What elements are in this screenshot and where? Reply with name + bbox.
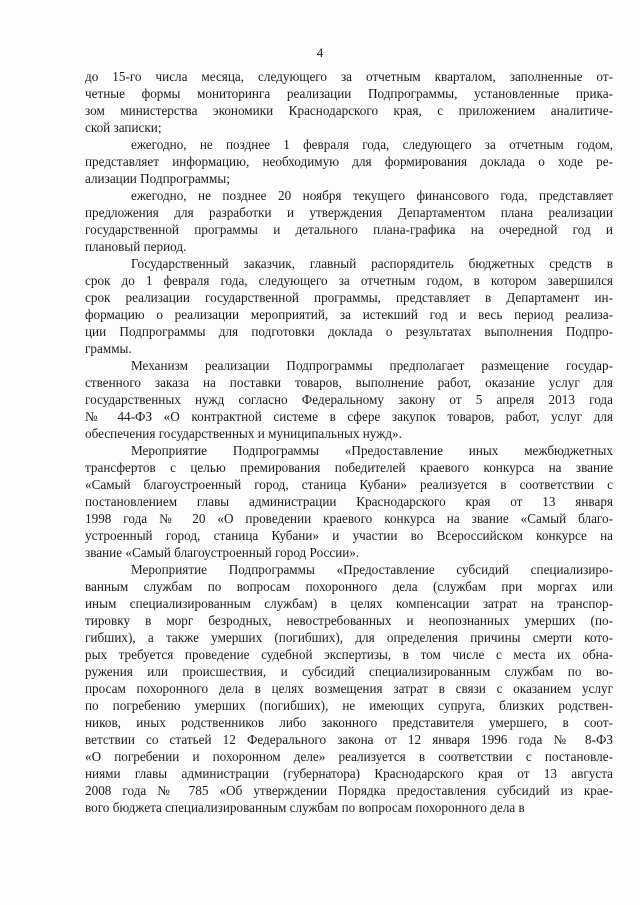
paragraph: [85, 255, 613, 357]
text-line: Мероприятие Подпрограммы «Предоставление субсидий специализиро-: [131, 562, 613, 577]
text-line: срок до 1 февраля года, следующего за отчетным годом, в котором завершился: [85, 273, 613, 288]
text-line: Мероприятие Подпрограммы «Предоставление иных межбюджетных: [131, 443, 613, 458]
text-line: звание «Самый благоустроенный город России».: [85, 545, 360, 560]
text-line: «О погребении и похоронном деле» реализуется в соответствии с постановле-: [85, 749, 613, 764]
text-line: граммы.: [85, 341, 132, 356]
text-line: до 15-го числа месяца, следующего за отчетным кварталом, заполненные от-: [85, 69, 613, 84]
paragraph: [85, 561, 613, 816]
text-line: тировку в морг безродных, невостребованных и неопознанных умерших (по-: [85, 613, 613, 628]
text-line: представляет информацию, необходимую для формирования доклада о ходе ре-: [85, 154, 613, 169]
text-line: срок реализации государственной программы, представляет в Департамент ин-: [85, 290, 613, 305]
text-line: 2008 года № 785 «Об утверждении Порядка предоставления субсидий из крае-: [85, 783, 613, 798]
text-line: ской записки;: [85, 120, 162, 135]
text-line: устроенный город, станица Кубани» и участии во Всероссийском конкурсе на: [85, 528, 613, 543]
text-line: иным специализированным службам) в целях компенсации затрат на транспор-: [85, 596, 613, 611]
paragraph: [85, 357, 613, 442]
paragraph: [85, 68, 613, 136]
document-body: [85, 68, 613, 816]
text-line: Государственный заказчик, главный распорядитель бюджетных средств в: [131, 256, 613, 271]
text-line: ежегодно, не позднее 20 ноября текущего финансового года, представляет: [131, 188, 613, 203]
text-line: ализации Подпрограммы;: [85, 171, 230, 186]
text-line: ниями главы администрации (губернатора) Краснодарского края от 13 августа: [85, 766, 613, 781]
text-line: ции Подпрограммы для подготовки доклада о результатах выполнения Подпро-: [85, 324, 613, 339]
text-line: формацию о реализации мероприятий, за истекший год и весь период реализа-: [85, 307, 613, 322]
text-line: ежегодно, не позднее 1 февраля года, следующего за отчетным годом,: [131, 137, 613, 152]
text-line: «Самый благоустроенный город, станица Кубани» реализуется в соответствии с: [85, 477, 613, 492]
text-line: просам похоронного дела в целях возмещения затрат в связи с оказанием услуг: [85, 681, 613, 696]
paragraph: [85, 442, 613, 561]
text-line: ванным службам по вопросам похоронного дела (службам при моргах или: [85, 579, 613, 594]
text-line: Механизм реализации Подпрограммы предполагает размещение государ-: [131, 358, 613, 373]
paragraph: [85, 187, 613, 255]
text-line: четные формы мониторинга реализации Подпрограммы, установленные прика-: [85, 86, 613, 101]
text-line: государственных нужд согласно Федеральному закону от 5 апреля 2013 года: [85, 392, 613, 407]
text-line: вого бюджета специализированным службам по вопросам похоронного дела в: [85, 800, 525, 815]
text-line: плановый период.: [85, 239, 187, 254]
text-line: ружения или происшествия, и субсидий специализированным службам по во-: [85, 664, 613, 679]
text-line: зом министерства экономики Краснодарского края, с приложением аналитиче-: [85, 103, 613, 118]
page-number: 4: [316, 45, 324, 60]
text-line: гибших), а также умерших (погибших), для определения причины смерти кото-: [85, 630, 613, 645]
text-line: постановлением главы администрации Краснодарского края от 13 января: [85, 494, 613, 509]
paragraph: [85, 136, 613, 187]
text-line: трансфертов с целью премирования победителей краевого конкурса на звание: [85, 460, 613, 475]
text-line: № 44-ФЗ «О контрактной системе в сфере закупок товаров, работ, услуг для: [85, 409, 613, 424]
text-line: государственной программы и детального плана-графика на очередной год и: [85, 222, 613, 237]
text-line: ственного заказа на поставки товаров, выполнение работ, оказание услуг для: [85, 375, 613, 390]
text-line: по погребению умерших (погибших), не имеющих супруга, близких родствен-: [85, 698, 613, 713]
text-line: 1998 года № 20 «О проведении краевого конкурса на звание «Самый благо-: [85, 511, 613, 526]
text-line: рых требуется проведение судебной экспертизы, в том числе с места их обна-: [85, 647, 613, 662]
text-line: ников, иных родственников либо законного представителя умершего, в соот-: [85, 715, 613, 730]
text-line: обеспечения государственных и муниципальных нужд».: [85, 426, 402, 441]
text-line: предложения для разработки и утверждения Департаментом плана реализации: [85, 205, 613, 220]
text-line: ветствии со статьей 12 Федерального закона от 12 января 1996 года № 8-ФЗ: [85, 732, 613, 747]
